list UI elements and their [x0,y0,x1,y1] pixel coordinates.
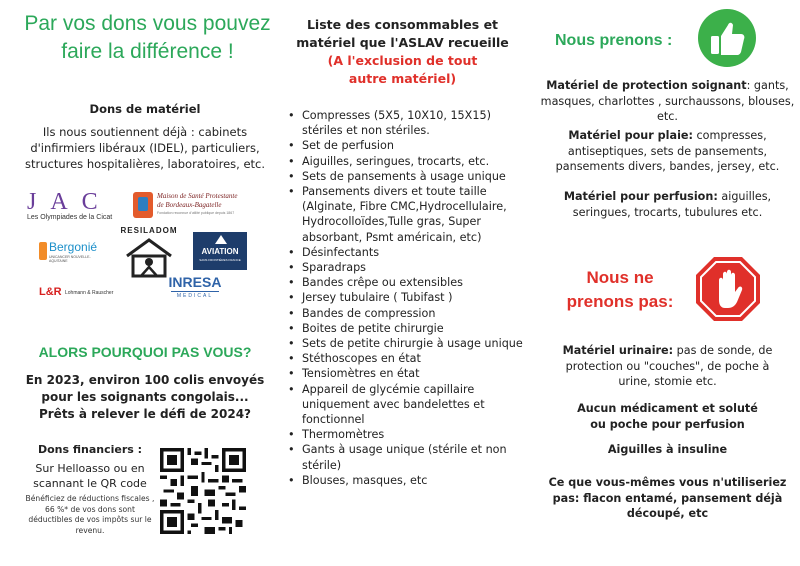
exclusion-note: (A l'exclusion de tout autre matériel) [327,53,478,86]
main-title: Par vos dons vous pouvez faire la différence ! [24,12,271,63]
consumable-item: • Appareil de glycémie capillaire uniquement avec bandelettes et fonctionnel [284,382,529,428]
inresa-logo: INRESA MEDICAL [168,274,222,299]
wound-block: Matériel pour plaie: compresses, antiseptiques, sets de pansements, pansements divers, bandes, jersey, etc. [555,129,780,173]
accept-heading: Nous prenons : [555,32,673,49]
jac-logo: JAC Les Olympiades de la Cicat [27,189,113,221]
consumables-title: Liste des consommables et matériel que l'ASLAV recueille (A l'exclusion de tout autre matériel) [270,16,535,88]
consumable-item: • Gants à usage unique (stérile et non stérile) [284,442,529,472]
stop-hand-icon [695,256,761,322]
stats-text: En 2023, environ 100 colis envoyés pour les soignants congolais... Prêts à relever le défi de 2024? [25,373,265,421]
lohmann-rauscher-logo: L&R Lohmann & Rauscher [39,286,114,298]
consumable-item: • Pansements divers et toute taille (Alginate, Fibre CMC,Hydrocellulaire, Hydrocolloïdes,Tulle gras, Super absorbant, Psmt américain, etc) [284,184,529,245]
consumable-item: • Bandes crêpe ou extensibles [284,275,529,290]
consumable-item: • Bandes de compression [284,306,529,321]
middle-panel [270,0,535,566]
consumable-item: • Sets de pansements à usage unique [284,169,529,184]
consumable-item: • Compresses (5X5, 10X10, 15X15) stériles et non stériles. [284,108,529,138]
qr-code[interactable] [160,448,246,534]
consumable-item: • Stéthoscopes en état [284,351,529,366]
partner-logos [25,190,265,315]
left-panel [0,0,270,566]
protection-block: Matériel de protection soignant: gants, masques, charlottes , surchaussons, blouses, etc. [540,79,795,123]
financial-donations-text: Sur Helloasso ou en scannant le QR code [33,462,147,490]
aviation-sans-frontieres-logo: AVIATION SANS FRONTIÈRES FRANCE [193,232,247,270]
bergonie-logo: Bergonié UNICANCER NOUVELLE-AQUITAINE [39,238,109,266]
maison-sante-logo: Maison de Santé Protestante de Bordeaux-Bagatelle Fondation reconnue d'utilité publique depuis 1867 [133,192,263,222]
financial-donations-heading: Dons financiers : [37,443,143,456]
own-use-note: Ce que vous-mêmes vous n'utiliseriez pas: flacon entamé, pansement déjà découpé, etc [548,476,787,520]
consumable-item: • Set de perfusion [284,138,529,153]
call-to-action-heading: ALORS POURQUOI PAS VOUS? [38,344,252,360]
refuse-heading: Nous ne prenons pas: [566,268,674,311]
insulin-needles-note: Aiguilles à insuline [607,443,728,456]
material-donations-text: Ils nous soutiennent déjà : cabinets d'infirmiers libéraux (IDEL), particuliers, structures hospitalières, laboratoires, etc. [24,125,266,171]
consumable-item: • Sets de petite chirurgie à usage unique [284,336,529,351]
consumable-item: • Jersey tubulaire ( Tubifast ) [284,290,529,305]
urinary-block: Matériel urinaire: pas de sonde, de protection ou "couches", de poche à urine, stomie etc. [562,344,773,388]
consumable-item: • Désinfectants [284,245,529,260]
resiladom-logo: RESILADOM [113,226,185,282]
consumable-item: • Blouses, masques, etc [284,473,529,488]
consumable-item: • Boites de petite chirurgie [284,321,529,336]
consumable-item: • Sparadraps [284,260,529,275]
perfusion-block: Matériel pour perfusion: aiguilles, seringues, trocarts, tubulures etc. [563,190,772,219]
consumable-item: • Tensiomètres en état [284,366,529,381]
consumable-item: • Thermomètres [284,427,529,442]
tax-deduction-note: Bénéficiez de réductions fiscales , 66 %* de vos dons sont déductibles de vos impôts sur le revenu. [25,494,155,535]
consumable-item: • Aiguilles, seringues, trocarts, etc. [284,154,529,169]
consumables-list [284,108,529,488]
thumbs-up-icon [697,8,757,68]
material-donations-heading: Dons de matériel [89,102,201,116]
right-panel [535,0,800,566]
no-medication-note: Aucun médicament et soluté ou poche pour perfusion [577,402,758,431]
